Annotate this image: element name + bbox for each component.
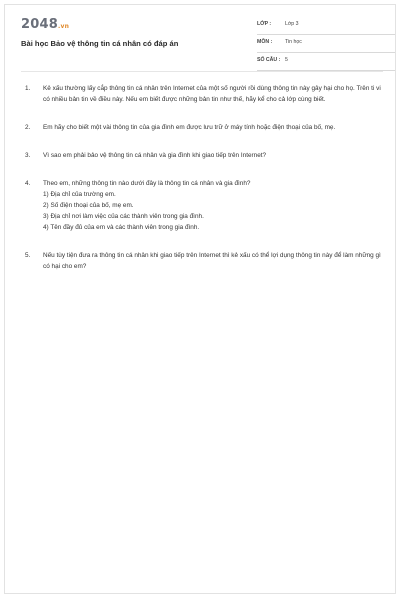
question-text: Theo em, những thông tin nào dưới đây là thông tin cá nhân và gia đình? [43,180,251,187]
meta-value-class: Lớp 3 [285,21,299,27]
meta-label-question-count: SỐ CÂU : [257,57,281,63]
meta-row-question-count [257,55,395,71]
answer-option: 3) Địa chỉ nơi làm việc của các thành viên trong gia đình. [43,213,204,220]
question-list [25,83,385,289]
logo-main: 2048 [21,17,58,32]
question-number: 1. [25,85,31,92]
question-item [25,122,385,133]
meta-label-class: LỚP : [257,21,272,27]
logo-suffix: .vn [57,23,70,30]
question-text: Em hãy cho biết một vài thông tin của gia đình em được lưu trữ ở máy tính hoặc điện thoại của bố, mẹ. [43,124,336,131]
meta-row-subject [257,37,395,53]
meta-row-class [257,19,395,35]
question-text: Kẻ xấu thường lấy cắp thông tin cá nhân trên Internet của một số người rồi dùng thông tin này gây hại cho họ. Trên ti vi có nhiều bản tin về điều này. Nếu em biết được những bản tin như thế, hãy kể cho cả lớp cùng biết. [43,85,381,103]
question-number: 2. [25,124,31,131]
worksheet-header [21,17,391,69]
question-text: Nếu tùy tiện đưa ra thông tin cá nhân khi giao tiếp trên Internet thì kẻ xấu có thể lợi dụng thông tin này để làm những gì có hại cho em? [43,252,381,270]
meta-label-subject: MÔN : [257,39,273,45]
site-logo[interactable] [21,17,69,35]
question-item [25,250,385,272]
question-item [25,150,385,161]
answer-option: 1) Địa chỉ của trường em. [43,191,116,198]
page-title: Bài học Bảo vệ thông tin cá nhân có đáp án [21,39,179,48]
question-number: 5. [25,252,31,259]
question-number: 4. [25,180,31,187]
answer-option: 2) Số điện thoại của bố, mẹ em. [43,202,134,209]
meta-value-subject: Tin học [285,39,302,45]
question-text: Vì sao em phải bảo vệ thông tin cá nhân và gia đình khi giao tiếp trên Internet? [43,152,267,159]
question-number: 3. [25,152,31,159]
answer-option: 4) Tên đầy đủ của em và các thành viên trong gia đình. [43,224,200,231]
answer-option-list [43,189,385,233]
header-divider [21,71,383,72]
question-item [25,83,385,105]
worksheet-meta [257,19,395,73]
question-item [25,178,385,233]
worksheet-page [4,4,396,594]
meta-value-question-count: 5 [285,57,288,63]
